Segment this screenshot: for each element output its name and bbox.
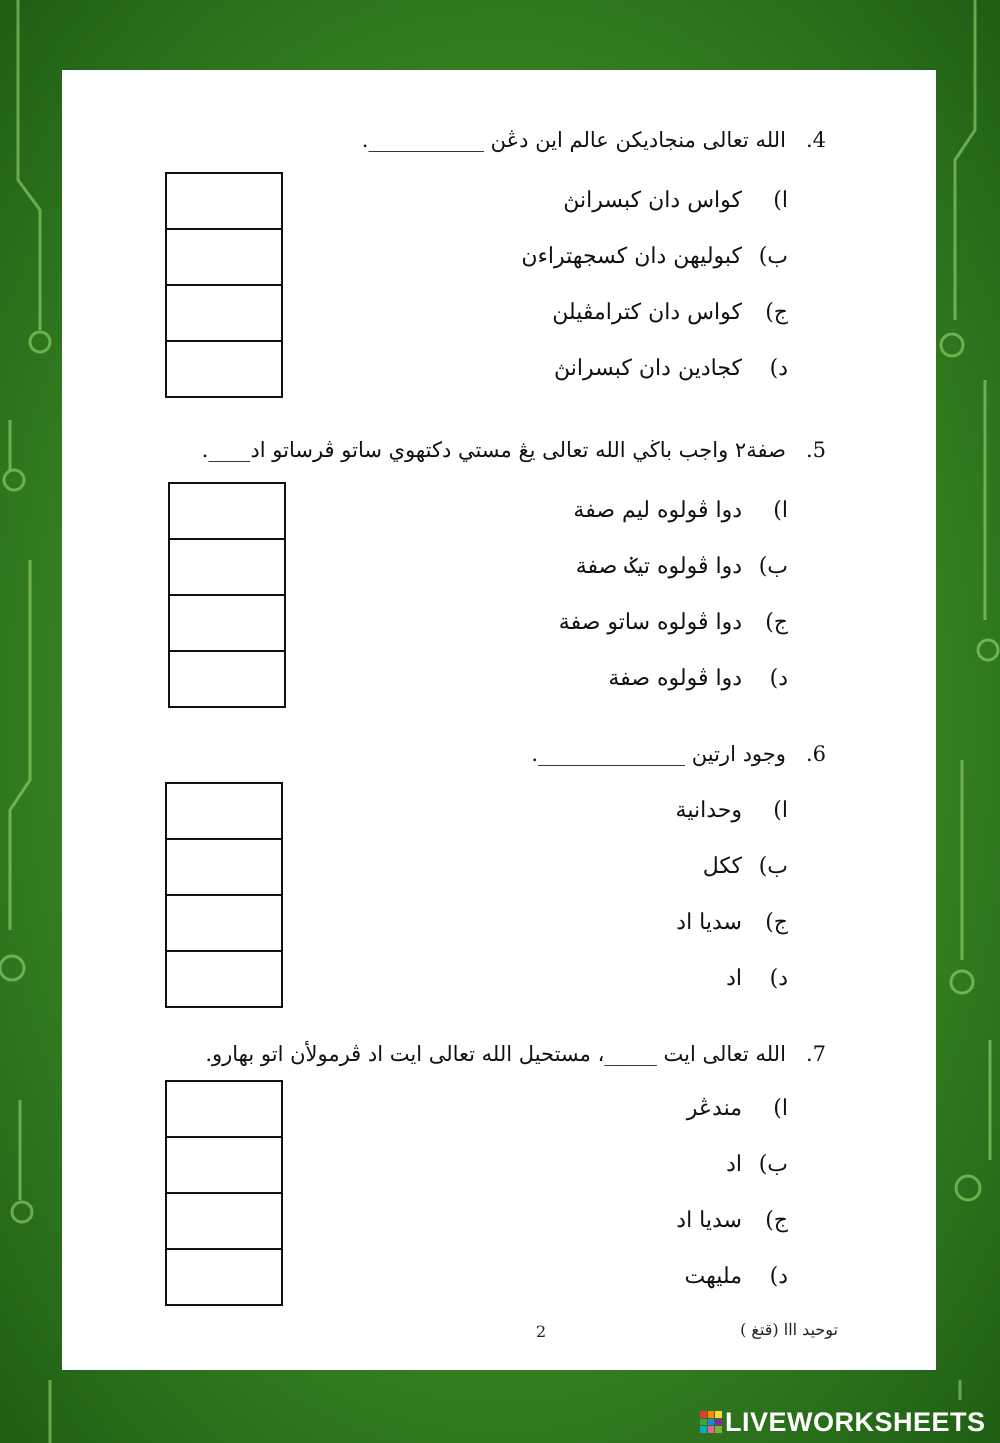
answer-box-d[interactable]: [165, 1250, 283, 1306]
answer-box-c[interactable]: [165, 896, 283, 952]
option-text: دوا ڤولوه صفة: [608, 666, 742, 691]
answer-box-b[interactable]: [168, 540, 286, 596]
answer-box-c[interactable]: [165, 1194, 283, 1250]
answer-box-a[interactable]: [165, 172, 283, 230]
question-text: صفة٢ واجب باڬي الله تعالى يڠ مستي دكتهوي ساتو ڤرساتو اد____.: [201, 438, 786, 462]
option-text: كواس دان كبسرانڽ: [563, 188, 742, 213]
question-4-line: [362, 128, 826, 152]
option-text: دوا ڤولوه تيݢ صفة: [575, 554, 742, 579]
option-text: اد: [726, 1152, 742, 1177]
question-text: الله تعالى منجاديكن عالم اين دڠن ___________.: [361, 128, 786, 152]
answer-box-c[interactable]: [168, 596, 286, 652]
question-number: 4.: [805, 128, 826, 152]
answer-boxes: [165, 782, 283, 1008]
option-letter: د): [769, 966, 788, 991]
course-label: توحيد ااا (قتغ ): [740, 1320, 838, 1339]
option-letter: ج): [765, 610, 788, 635]
answer-box-b[interactable]: [165, 1138, 283, 1194]
answer-box-d[interactable]: [165, 952, 283, 1008]
liveworksheets-logo-icon: [700, 1411, 722, 1433]
question-number: 6.: [805, 742, 826, 766]
option-text: دوا ڤولوه ساتو صفة: [558, 610, 742, 635]
option-text: كواس دان كترامڤيلن: [552, 300, 742, 325]
answer-box-d[interactable]: [168, 652, 286, 708]
question-5-line: [202, 438, 826, 462]
option-text: مندڠر: [686, 1096, 742, 1121]
option-letter: ا): [773, 798, 788, 823]
option-text: سديا اد: [676, 910, 742, 935]
answer-boxes: [165, 1080, 283, 1306]
option-letter: ب): [758, 1152, 788, 1177]
option-text: وحدانية: [675, 798, 742, 823]
answer-box-a[interactable]: [165, 1080, 283, 1138]
question-number: 5.: [805, 438, 826, 462]
option-letter: ا): [773, 498, 788, 523]
answer-box-d[interactable]: [165, 342, 283, 398]
question-6-line: [531, 742, 826, 766]
option-letter: ب): [758, 244, 788, 269]
answer-box-b[interactable]: [165, 230, 283, 286]
option-letter: د): [769, 666, 788, 691]
option-text: سديا اد: [676, 1208, 742, 1233]
option-letter: ج): [765, 300, 788, 325]
option-text: كجادين دان كبسرانڽ: [554, 356, 742, 381]
page-number: 2: [536, 1322, 547, 1341]
option-text: ككل: [702, 854, 742, 879]
option-letter: ب): [758, 854, 788, 879]
option-letter: ا): [773, 188, 788, 213]
liveworksheets-brand: [700, 1407, 986, 1437]
option-text: كبوليهن دان كسجهتراءن: [521, 244, 742, 269]
option-letter: ا): [773, 1096, 788, 1121]
option-text: مليهت: [684, 1264, 742, 1289]
option-letter: ب): [758, 554, 788, 579]
answer-box-b[interactable]: [165, 840, 283, 896]
question-7-line: [205, 1042, 826, 1066]
answer-boxes: [168, 482, 286, 708]
brand-name: LIVEWORKSHEETS: [725, 1406, 986, 1437]
worksheet-page: [62, 70, 936, 1370]
answer-box-c[interactable]: [165, 286, 283, 342]
option-letter: د): [769, 356, 788, 381]
option-letter: د): [769, 1264, 788, 1289]
option-letter: ج): [765, 910, 788, 935]
answer-boxes: [165, 172, 283, 398]
answer-box-a[interactable]: [165, 782, 283, 840]
question-text: الله تعالى ايت _____، مستحيل الله تعالى ايت اد ڤرمولأن اتو بهارو.: [205, 1042, 786, 1066]
question-number: 7.: [805, 1042, 826, 1066]
option-text: دوا ڤولوه ليم صفة: [573, 498, 742, 523]
option-text: اد: [726, 966, 742, 991]
option-letter: ج): [765, 1208, 788, 1233]
answer-box-a[interactable]: [168, 482, 286, 540]
question-text: وجود ارتين ______________.: [531, 742, 786, 766]
